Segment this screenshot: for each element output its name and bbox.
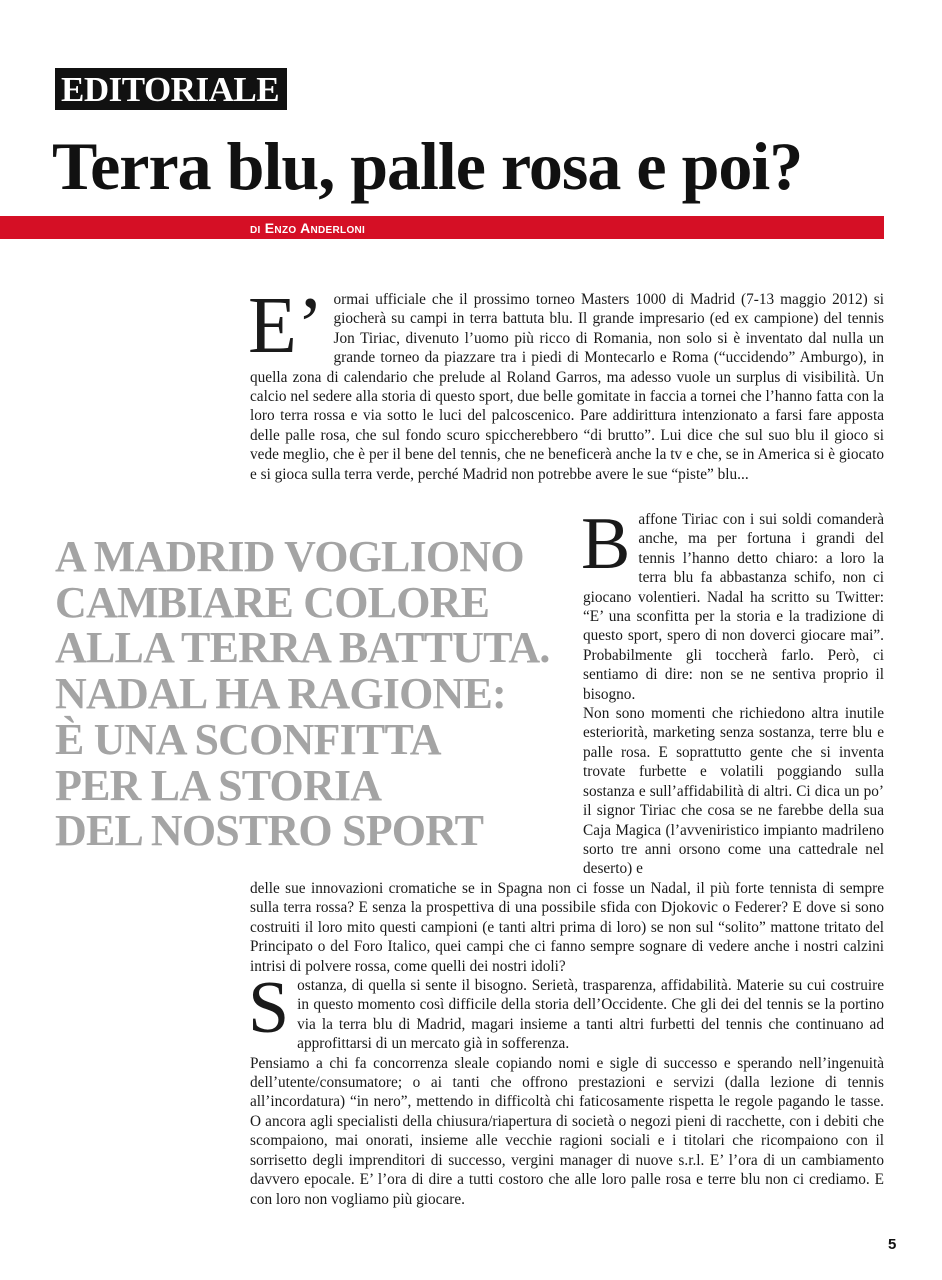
article-title: Terra blu, palle rosa e poi? bbox=[52, 128, 803, 204]
pull-quote-line: ALLA TERRA BATTUTA. bbox=[55, 623, 550, 673]
pull-quote bbox=[55, 534, 575, 854]
byline: di Enzo Anderloni bbox=[250, 220, 366, 236]
byline-bar bbox=[0, 216, 884, 239]
drop-cap-b: B bbox=[581, 503, 631, 585]
paragraph-3-end: delle sue innovazioni cromatiche se in Spagna non ci fosse un Nadal, il più forte tennista di sempre sulla terra rossa? E senza la prospettiva di una possibile sfida con Djokovic o Federer? E dove si sono costruiti il loro mito questi campioni (e tanti altri prima di loro) se non sul “solito” mattone tritato del Principato o del Foro Italico, quei campi che ci fanno sempre sognare di vedere anche i nostri calzini intrisi di polvere rossa, come quelli dei nostri idoli? bbox=[250, 880, 884, 975]
paragraph-4 bbox=[248, 967, 884, 1054]
paragraph-1-text: ormai ufficiale che il prossimo torneo Masters 1000 di Madrid (7-13 maggio 2012) si giocherà su campi in terra battuta blu. Il grande impresario (ed ex campione) del tennis Jon Tiriac, divenuto l’uomo più ricco di Romania, non solo si è inventato dal nulla un grande torneo da piazzare tra i piedi di Montecarlo e Roma (“uccidendo” Amburgo), in quella zona di calendario che prelude al Roland Garros, ma adesso vuole un surplus di visibilità. Un calcio nel sedere alla storia di questo sport, due belle gomitate in faccia a tornei che l’hanno fatta con la loro terra rossa e via sotto le luci del palcoscenico. Pare addirittura intenzionato a farsi fare apposta delle palle rosa, che sul fondo scuro spiccherebbero “di brutto”. Lui dice che sul suo blu il gioco si vede meglio, che è per il bene del tennis, che ne beneficerà anche la tv e che, se in America si è giocato e si gioca sulla terra verde, perché Madrid non potrebbe avere le sue “piste” blu... bbox=[250, 291, 884, 483]
paragraph-5: Pensiamo a chi fa concorrenza sleale copiando nomi e sigle di successo e sperando nell’ingenuità dell’utente/consumatore; o ai tanti che offrono prestazioni e servizi (dalla lezione di tennis all’incordatura) “in nero”, mettendo in difficoltà chi faticosamente rispetta le regole pagando le tasse. O ancora agli specialisti della chiusura/riapertura di società o negozi pieni di racchette, con i debiti che scompaiono, mai onorati, insieme alle vecchie ragioni sociali e i titolari che ricompaiono con il sorrisetto degli imprenditori di successo, vergini manager di nuove s.r.l. E’ l’ora di un cambiamento davvero epocale. E’ l’ora di dire a tutti costoro che alle loro palle rosa e terre blu non ci crediamo. E con loro non vogliamo più giocare. bbox=[250, 1054, 884, 1208]
paragraph-2-text: affone Tiriac con i sui soldi comanderà anche, ma per fortuna i grandi del tennis l’hanno detto chiaro: a loro la terra blu fa abbastanza schifo, non ci giocano volentieri. Nadal ha scritto su Twitter: “E’ una sconfitta per la storia e la tradizione di questo sport, spero di non doverci giocare mai”. Probabilmente gli toccherà farlo. Però, ci sentiamo di dire: non se ne sentiva proprio il bisogno. bbox=[583, 511, 884, 703]
page-number: 5 bbox=[888, 1236, 897, 1253]
pull-quote-line: CAMBIARE COLORE bbox=[55, 577, 490, 627]
lower-body bbox=[250, 879, 884, 1209]
right-column bbox=[581, 503, 884, 879]
paragraph-1 bbox=[248, 282, 884, 484]
pull-quote-line: NADAL HA RAGIONE: bbox=[55, 669, 506, 719]
pull-quote-line: DEL NOSTRO SPORT bbox=[55, 806, 484, 856]
pull-quote-line: PER LA STORIA bbox=[55, 760, 382, 810]
paragraph-2 bbox=[581, 503, 884, 704]
drop-cap-s: S bbox=[248, 967, 290, 1050]
paragraph-4-text: ostanza, di quella si sente il bisogno. Serietà, trasparenza, affidabilità. Materie su cui costruire in questo momento così difficile della storia dell’Occidente. Che gli dei del tennis se la portino via la terra blu di Madrid, magari insieme a tanti altri furbetti del tennis che continuano ad approfittarsi di un mercato già in sofferenza. bbox=[297, 977, 884, 1053]
section-label: EDITORIALE bbox=[55, 68, 287, 110]
paragraph-3-start: Non sono momenti che richiedono altra inutile esteriorità, marketing senza sostanza, terre blu e palle rosa. E soprattutto gente che si inventa trovate furbette e volatili poggiando sulla sostanza e sull’affidabilità di altri. Ci dica un po’ il signor Tiriac che cosa se ne farebbe della sua Caja Magica (l’avveniristico impianto madrileno sorto tre anni orsono come una cattedrale nel deserto) e bbox=[583, 705, 884, 878]
pull-quote-line: A MADRID VOGLIONO bbox=[55, 532, 524, 581]
pull-quote-line: È UNA SCONFITTA bbox=[55, 714, 441, 764]
drop-cap-e: E’ bbox=[248, 282, 324, 370]
